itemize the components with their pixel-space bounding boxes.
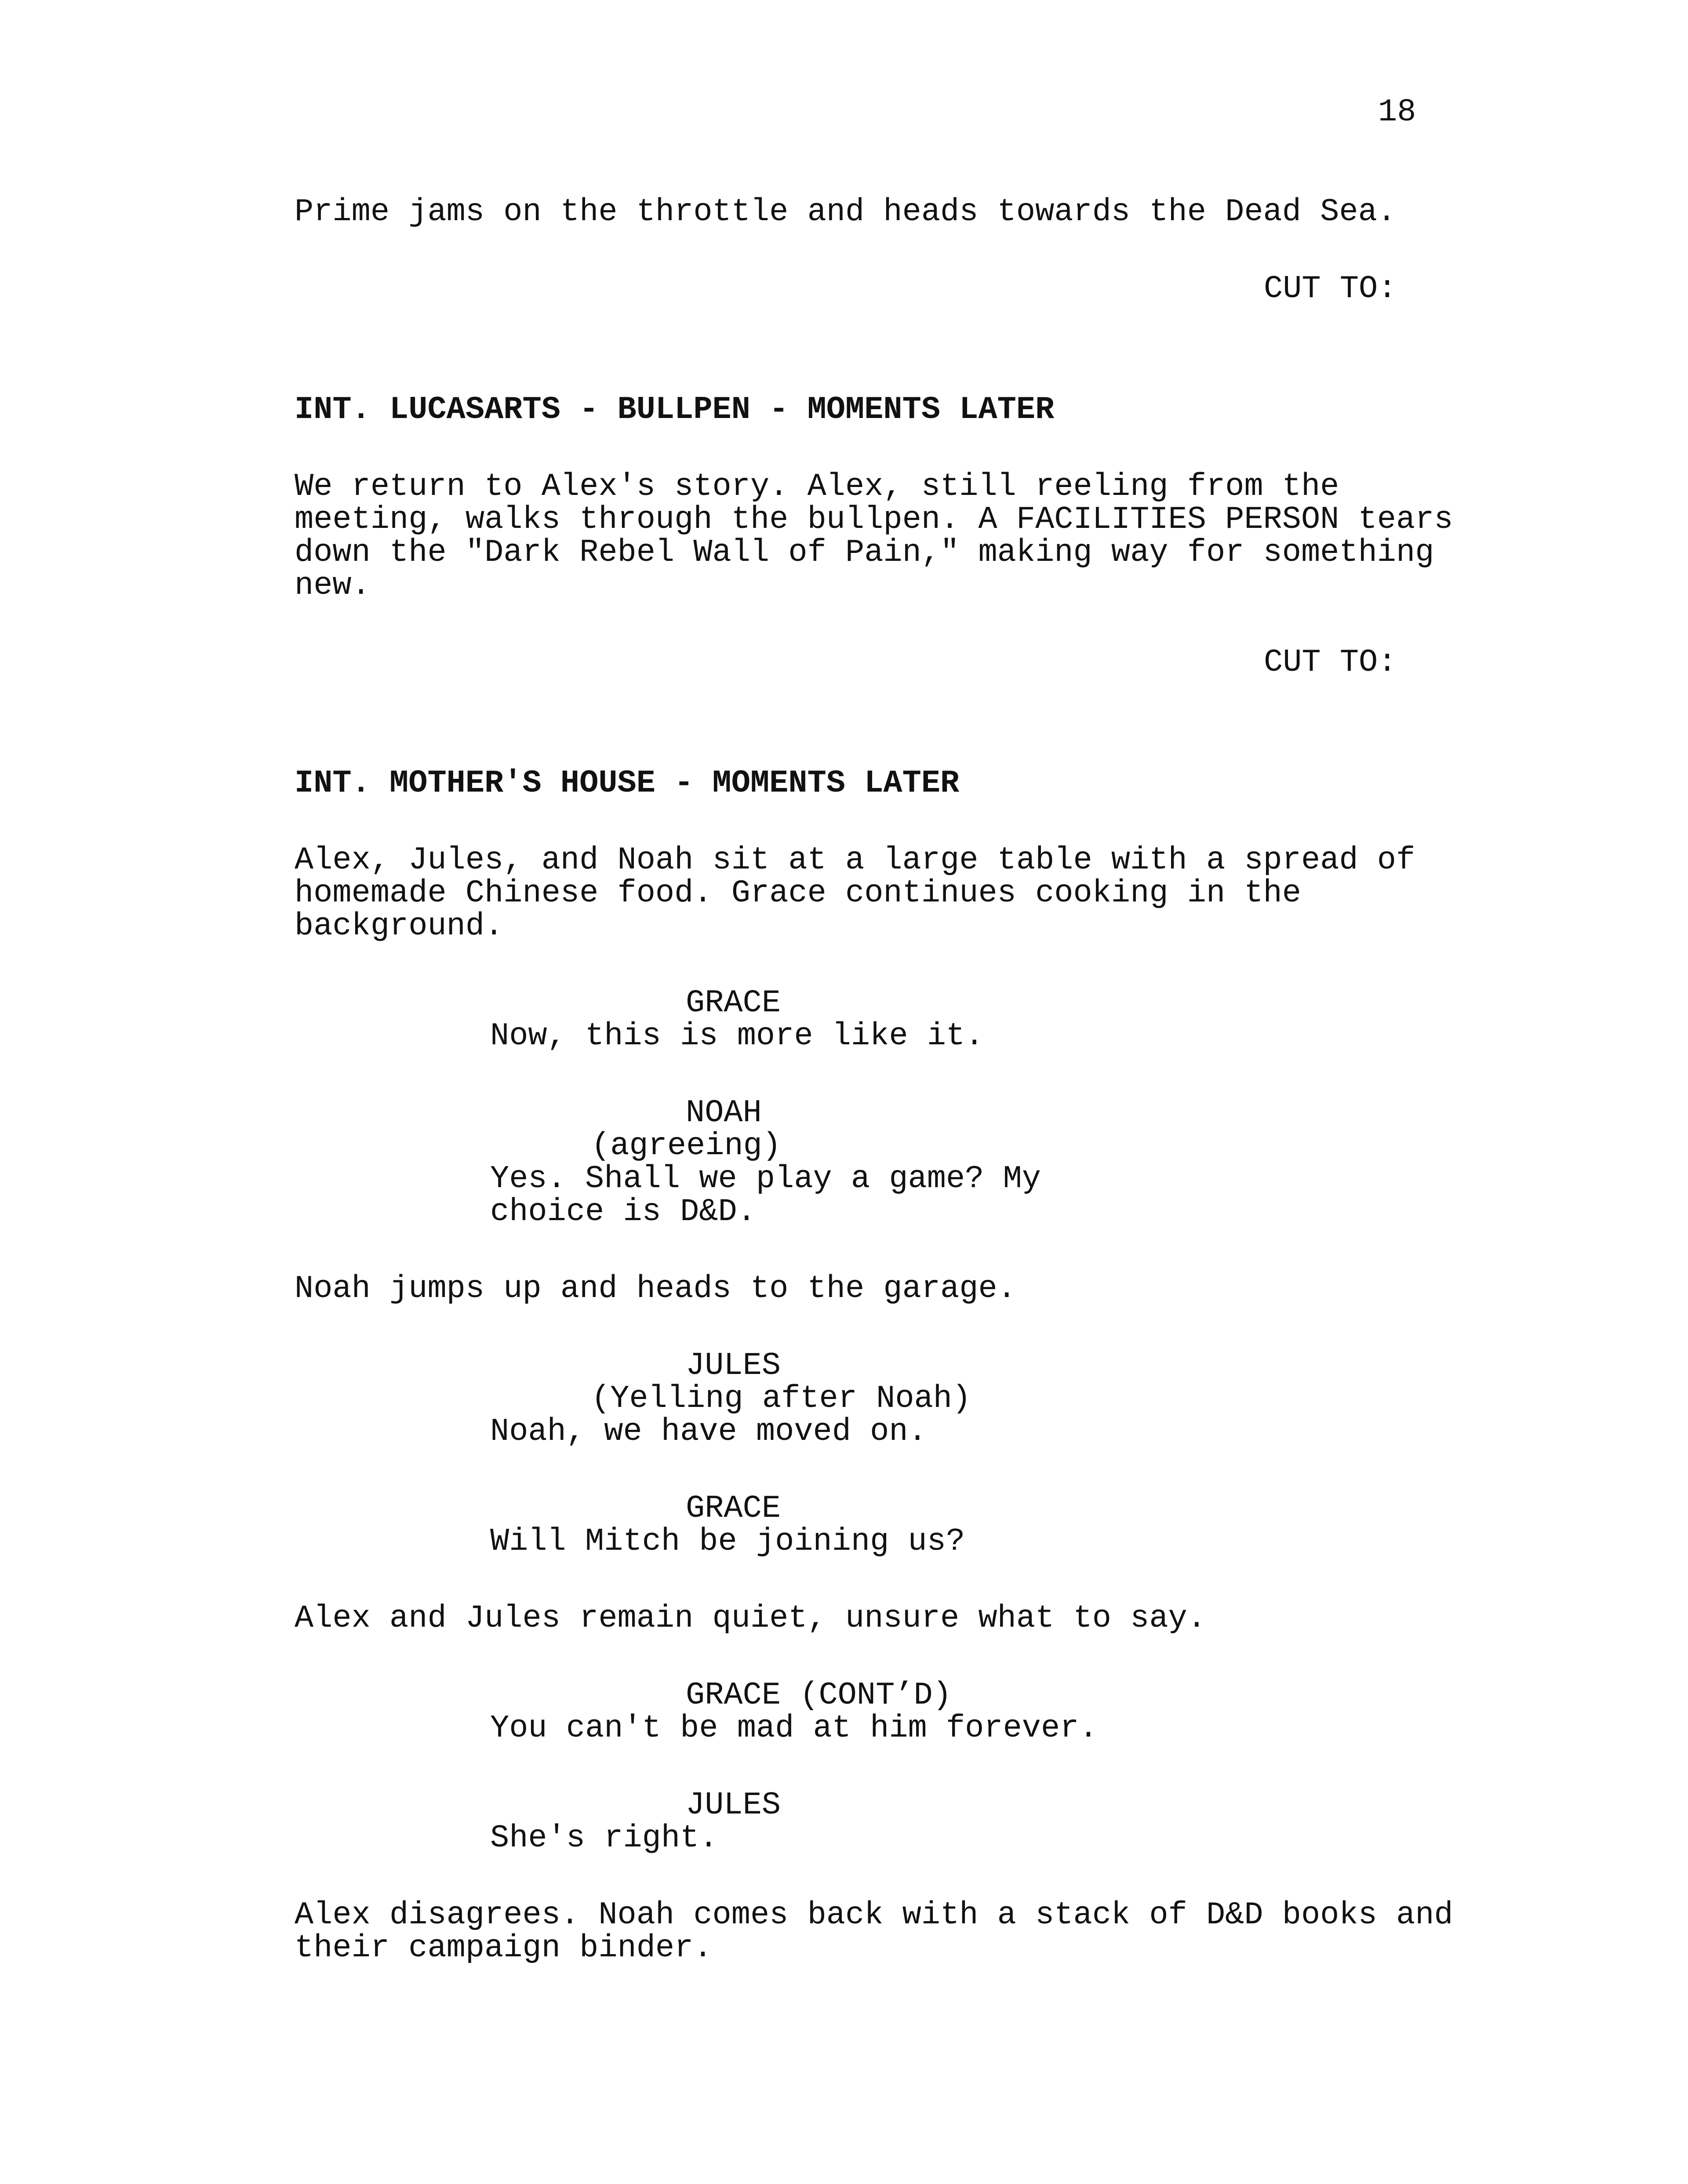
action-line: new. <box>295 567 371 603</box>
page-number: 18 <box>1378 94 1416 130</box>
action-line: their campaign binder. <box>295 1930 713 1966</box>
scene-heading: INT. LUCASARTS - BULLPEN - MOMENTS LATER <box>295 392 1055 428</box>
parenthetical: (Yelling after Noah) <box>591 1381 971 1417</box>
action-line: Alex disagrees. Noah comes back with a stack of D&D books and <box>295 1897 1453 1933</box>
dialogue-line: Yes. Shall we play a game? My <box>490 1161 1041 1197</box>
transition: CUT TO: <box>1264 271 1397 307</box>
parenthetical: (agreeing) <box>591 1128 782 1164</box>
action-line: Noah jumps up and heads to the garage. <box>295 1271 1016 1307</box>
action-line: Prime jams on the throttle and heads towards the Dead Sea. <box>295 194 1397 230</box>
action-line: down the "Dark Rebel Wall of Pain," making way for something <box>295 534 1434 571</box>
dialogue-line: Now, this is more like it. <box>490 1018 984 1054</box>
action-line: background. <box>295 908 504 944</box>
action-line: meeting, walks through the bullpen. A FACILITIES PERSON tears <box>295 501 1453 538</box>
character-name: GRACE (CONT’D) <box>686 1677 952 1713</box>
character-name: GRACE <box>686 1490 781 1526</box>
action-line: Alex and Jules remain quiet, unsure what to say. <box>295 1600 1206 1636</box>
action-line: homemade Chinese food. Grace continues cooking in the <box>295 875 1301 911</box>
character-name: JULES <box>686 1348 781 1384</box>
dialogue-line: Will Mitch be joining us? <box>490 1523 965 1559</box>
action-line: Alex, Jules, and Noah sit at a large table with a spread of <box>295 842 1415 878</box>
character-name: NOAH <box>686 1095 762 1131</box>
transition: CUT TO: <box>1264 644 1397 680</box>
action-line: We return to Alex's story. Alex, still reeling from the <box>295 469 1339 505</box>
scene-heading: INT. MOTHER'S HOUSE - MOMENTS LATER <box>295 765 960 801</box>
dialogue-line: choice is D&D. <box>490 1194 756 1230</box>
character-name: JULES <box>686 1787 781 1823</box>
dialogue-line: She's right. <box>490 1820 718 1856</box>
dialogue-line: You can't be mad at him forever. <box>490 1710 1098 1746</box>
character-name: GRACE <box>686 985 781 1021</box>
dialogue-line: Noah, we have moved on. <box>490 1414 927 1450</box>
